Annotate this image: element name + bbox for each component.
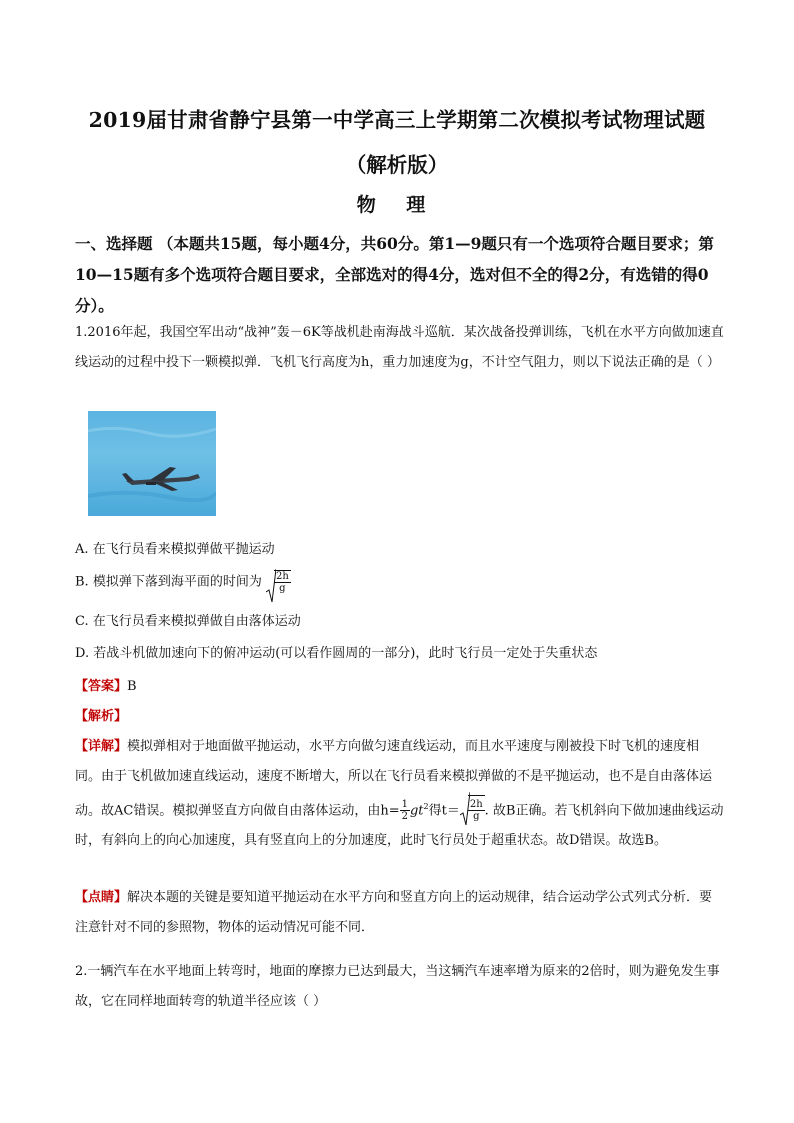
formula-half [400, 799, 410, 822]
formula-sup: 2 [423, 802, 429, 811]
answer-value: B [127, 679, 137, 694]
radical-sign-icon [460, 791, 470, 827]
page-subtitle: （解析版） [345, 153, 449, 177]
bomber-photo [88, 411, 216, 516]
detail-paragraph [75, 732, 725, 856]
analysis-line [75, 707, 127, 727]
formula-sqrt-den: g [473, 811, 480, 823]
section-heading: 一、选择题 （本题共15题，每小题4分，共60分。第1—9题只有一个选项符合题目要求；第10—15题有多个选项符合题目要求，全部选对的得4分，选对但不全的得2分，有选错的得0分）。 [75, 234, 714, 315]
radical-sign-icon [266, 568, 276, 604]
option-b-text: B. 模拟弹下落到海平面的时间为 [75, 574, 262, 590]
option-a: A. 在飞行员看来模拟弹做平抛运动 [75, 542, 275, 557]
page-title: 2019届甘肃省静宁县第一中学高三上学期第二次模拟考试物理试题 [88, 108, 706, 132]
option-b-numerator: 2h [275, 571, 289, 582]
answer-tag: 【答案】 [75, 679, 128, 694]
bomber-aircraft-icon [88, 411, 216, 516]
option-d: D. 若战斗机做加速向下的俯冲运动(可以看作圆周的一部分)，此时飞行员一定处于失重状态 [75, 646, 598, 661]
subject-heading: 物 理 [356, 194, 438, 216]
formula-half-num: 1 [401, 799, 408, 811]
option-b [75, 570, 291, 594]
answer-line [75, 677, 137, 697]
option-b-sqrt-formula [266, 570, 291, 594]
formula-h: h= [380, 803, 400, 819]
tip-paragraph [75, 883, 725, 943]
formula-half-den: 2 [401, 811, 408, 823]
detail-text-1: 模拟弹相对于地面做平抛运动，水平方向做匀速直线运动，而且水平速度与刚被投下时飞机的速度相同。由于飞机做加速直线运动，速度不断增大，所以在飞行员看来模拟弹做的不是平抛运动，也不是自由落体运动。故AC错误。模拟弹竖直方向做自由落体运动，由 [75, 739, 713, 819]
formula-sqrt [460, 795, 485, 826]
option-b-denominator: g [279, 583, 286, 594]
formula-gt: gt [409, 803, 424, 819]
question-1-stem: 1.2016年起，我国空军出动“战神”轰－6K等战机赴南海战斗巡航．某次战备投弹训练，飞机在水平方向做加速直线运动的过程中投下一颗模拟弹．飞机飞行高度为h，重力加速度为g，不计空气阻力，则以下说法正确的是（ ） [75, 325, 724, 370]
tip-text: 解决本题的关键是要知道平抛运动在水平方向和竖直方向上的运动规律，结合运动学公式列式分析．要注意针对不同的参照物，物体的运动情况可能不同． [75, 890, 713, 935]
tip-tag: 【点睛】 [75, 890, 128, 905]
detail-text-2: . 故B正确。若飞机斜向下做加速曲线运动时，有斜向上的向心加速度，具有竖直向上的分加速度，此时飞行员处于超重状态。故D错误。故选B。 [75, 803, 724, 849]
formula-de: 得t＝ [428, 803, 460, 819]
analysis-tag: 【解析】 [75, 709, 128, 724]
formula-sqrt-num: 2h [469, 799, 483, 811]
question-2-stem: 2.一辆汽车在水平地面上转弯时，地面的摩擦力已达到最大，当这辆汽车速率增为原来的2倍时，则为避免发生事故，它在同样地面转弯的轨道半径应该（ ） [75, 964, 720, 1009]
detail-tag: 【详解】 [75, 739, 128, 754]
option-c: C. 在飞行员看来模拟弹做自由落体运动 [75, 614, 301, 629]
